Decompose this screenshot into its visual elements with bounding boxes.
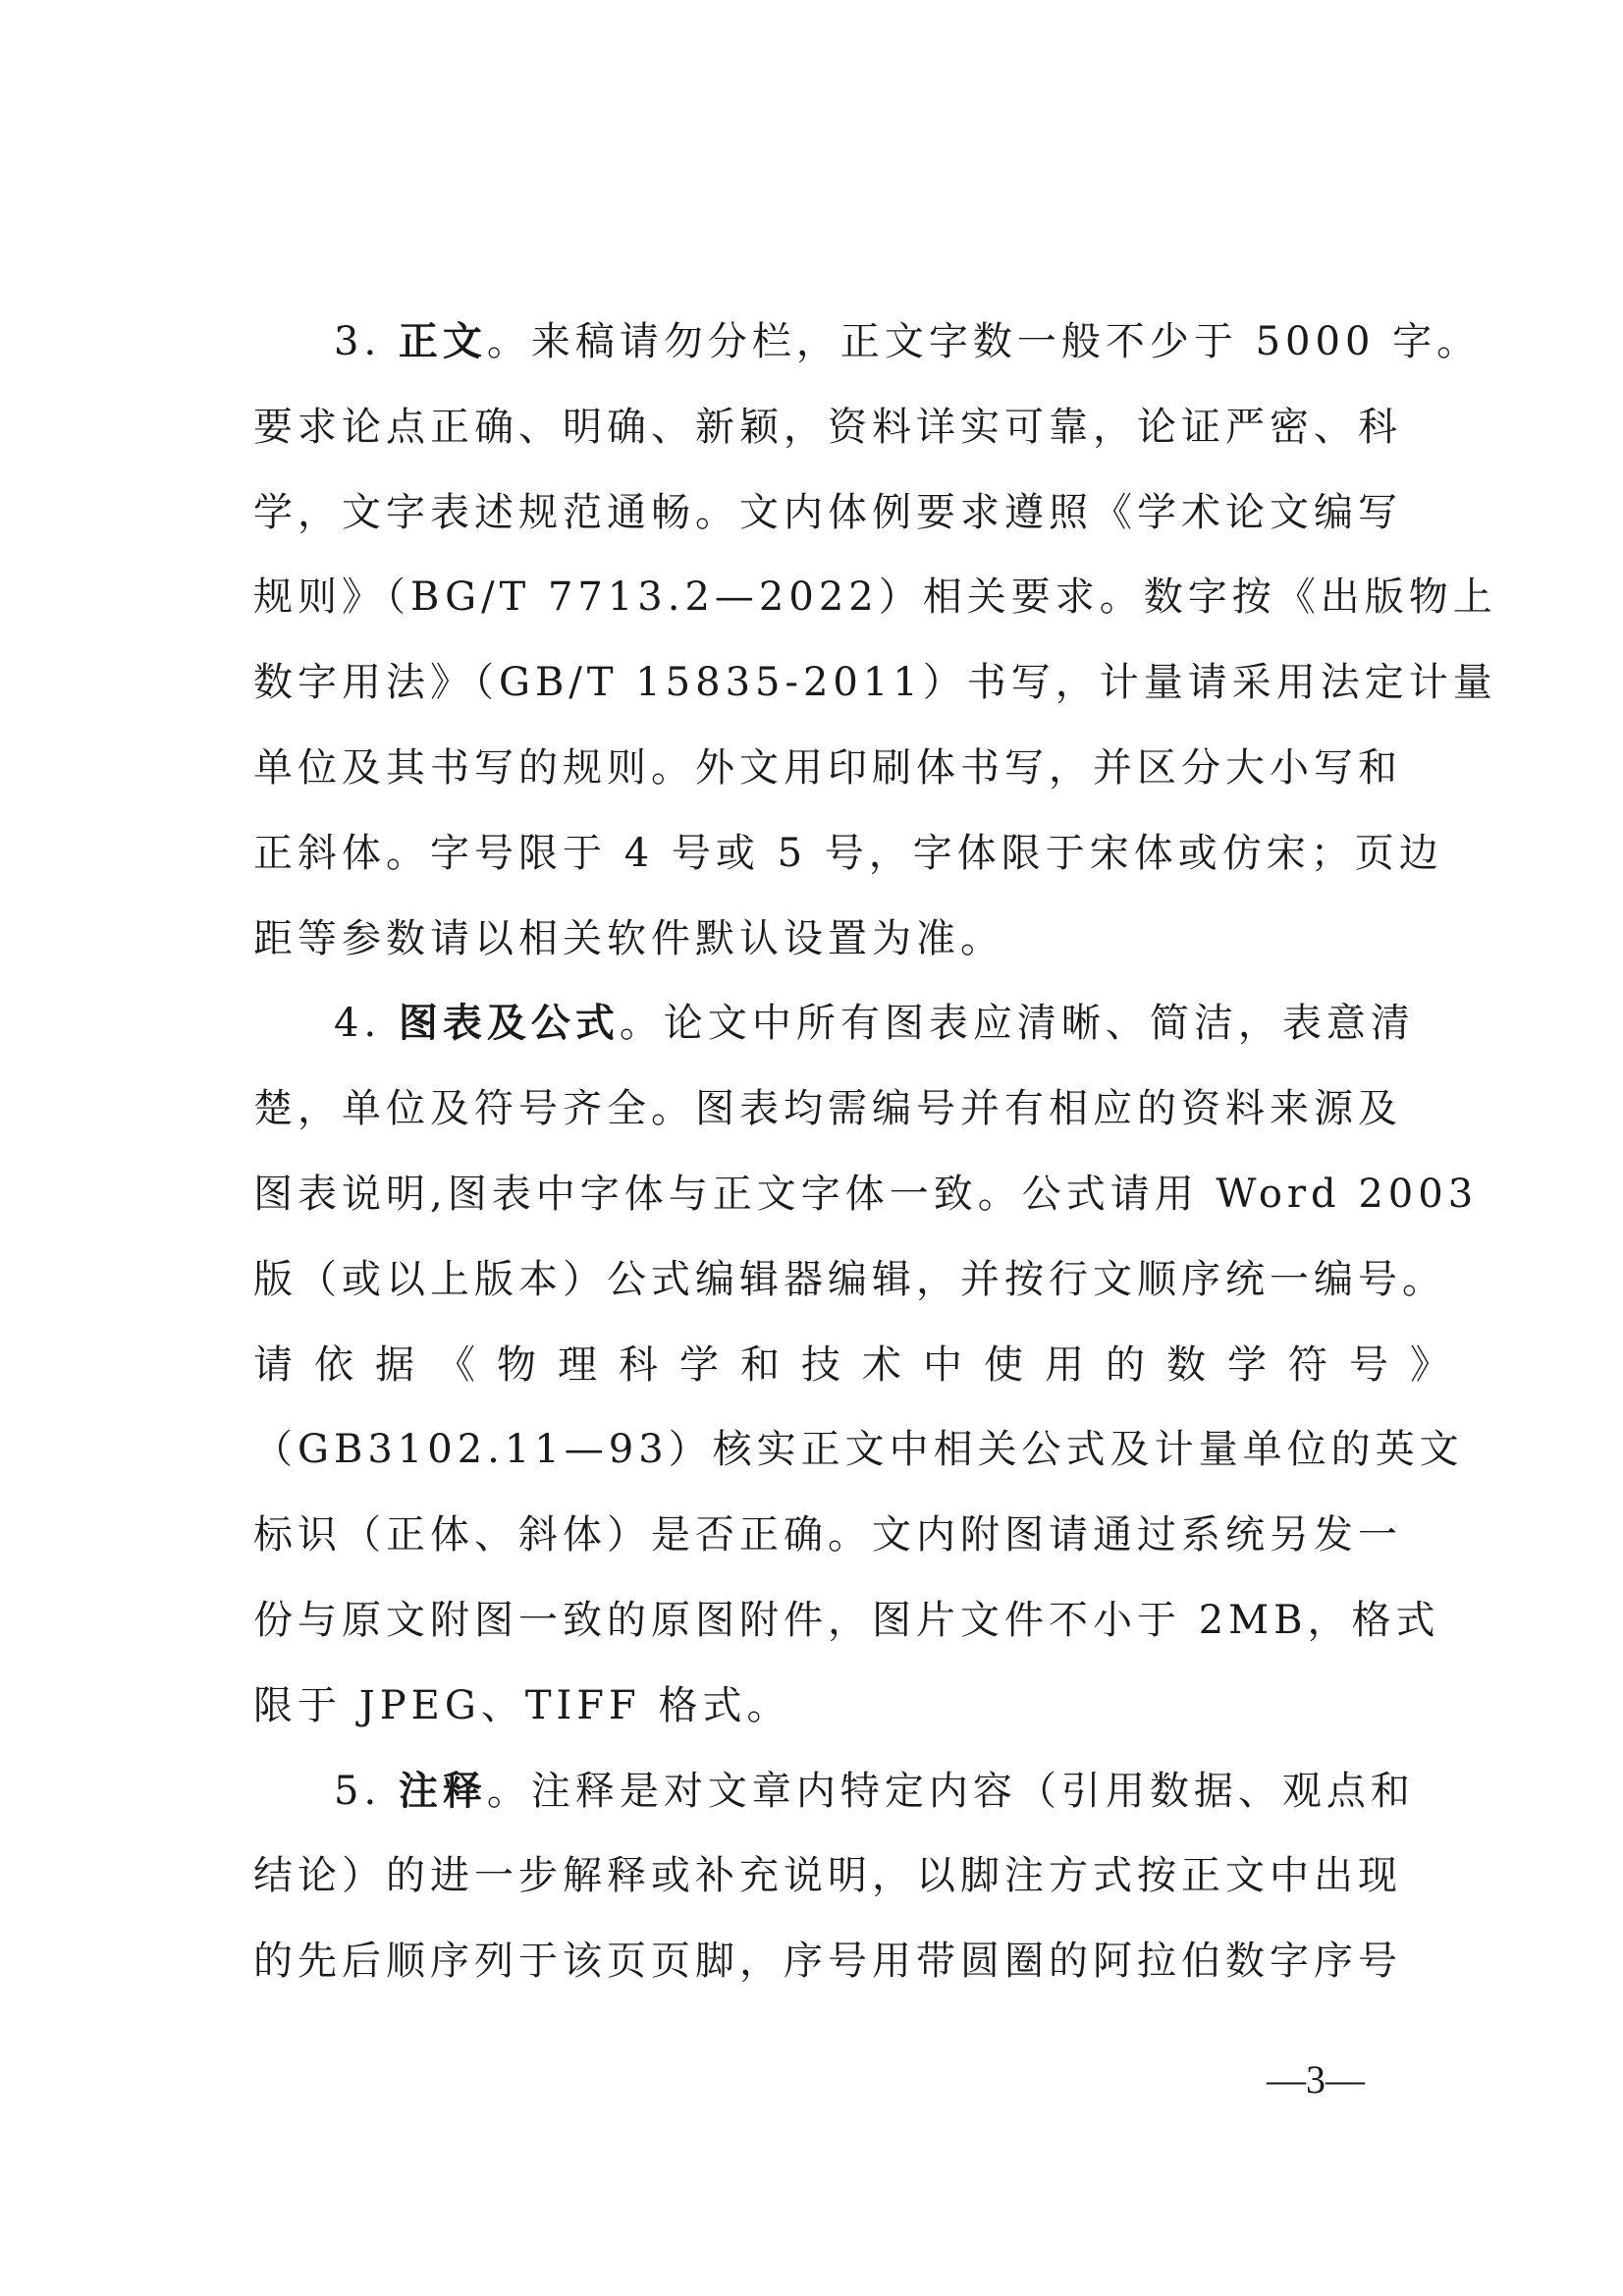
paragraph-line: 规则》（BG/T 7713.2—2022）相关要求。数字按《出版物上 [253, 574, 1497, 621]
paragraph-line: 3. 正文。来稿请勿分栏，正文字数一般不少于 5000 字。 [334, 319, 1482, 364]
section-number: 5. [334, 1768, 382, 1814]
paragraph-line: 份与原文附图一致的原图附件，图片文件不小于 2MB，格式 [253, 1597, 1440, 1643]
paragraph-line: 版（或以上版本）公式编辑器编辑，并按行文顺序统一编号。 [253, 1256, 1446, 1302]
section-number: 3. [334, 319, 382, 364]
paragraph-line: 学，文字表述规范通畅。文内体例要求遵照《学术论文编写 [253, 489, 1402, 535]
paragraph-line: 请依据《物理科学和技术中使用的数学符号》 [253, 1341, 1471, 1388]
paragraph-line: 图表说明,图表中字体与正文字体一致。公式请用 Word 2003 [253, 1171, 1479, 1217]
body-text [253, 300, 1497, 2004]
paragraph-annotations [253, 1749, 1415, 2004]
paragraph-line: 单位及其书写的规则。外文用印刷体书写，并区分大小写和 [253, 744, 1402, 791]
paragraph-line: 限于 JPEG、TIFF 格式。 [253, 1682, 791, 1728]
paragraph-main-text [253, 300, 1497, 981]
page-number: —3— [1267, 2057, 1365, 2102]
paragraph-line: 的先后顺序列于该页页脚，序号用带圆圈的阿拉伯数字序号 [253, 1939, 1402, 1985]
paragraph-figures-formulas [253, 981, 1479, 1748]
paragraph-line: 结论）的进一步解释或补充说明，以脚注方式按正文中出现 [253, 1853, 1402, 1899]
paragraph-line: 标识（正体、斜体）是否正确。文内附图请通过系统另发一 [253, 1512, 1402, 1558]
section-heading: 图表及公式 [398, 1001, 620, 1047]
paragraph-line: 4. 图表及公式。论文中所有图表应清晰、简洁，表意清 [334, 1001, 1415, 1047]
section-number: 4. [334, 1001, 382, 1047]
paragraph-line: 楚，单位及符号齐全。图表均需编号并有相应的资料来源及 [253, 1086, 1402, 1132]
paragraph-line: 要求论点正确、明确、新颖，资料详实可靠，论证严密、科 [253, 404, 1402, 450]
section-heading: 正文 [398, 319, 487, 364]
paragraph-line: （GB3102.11—93）核实正文中相关公式及计量单位的英文 [253, 1427, 1464, 1473]
section-heading: 注释 [398, 1768, 487, 1814]
paragraph-line: 5. 注释。注释是对文章内特定内容（引用数据、观点和 [334, 1768, 1415, 1814]
paragraph-line: 正斜体。字号限于 4 号或 5 号，字体限于宋体或仿宋；页边 [253, 830, 1443, 876]
paragraph-line: 距等参数请以相关软件默认设置为准。 [253, 915, 1004, 961]
paragraph-line: 数字用法》（GB/T 15835-2011）书写，计量请采用法定计量 [253, 660, 1497, 706]
